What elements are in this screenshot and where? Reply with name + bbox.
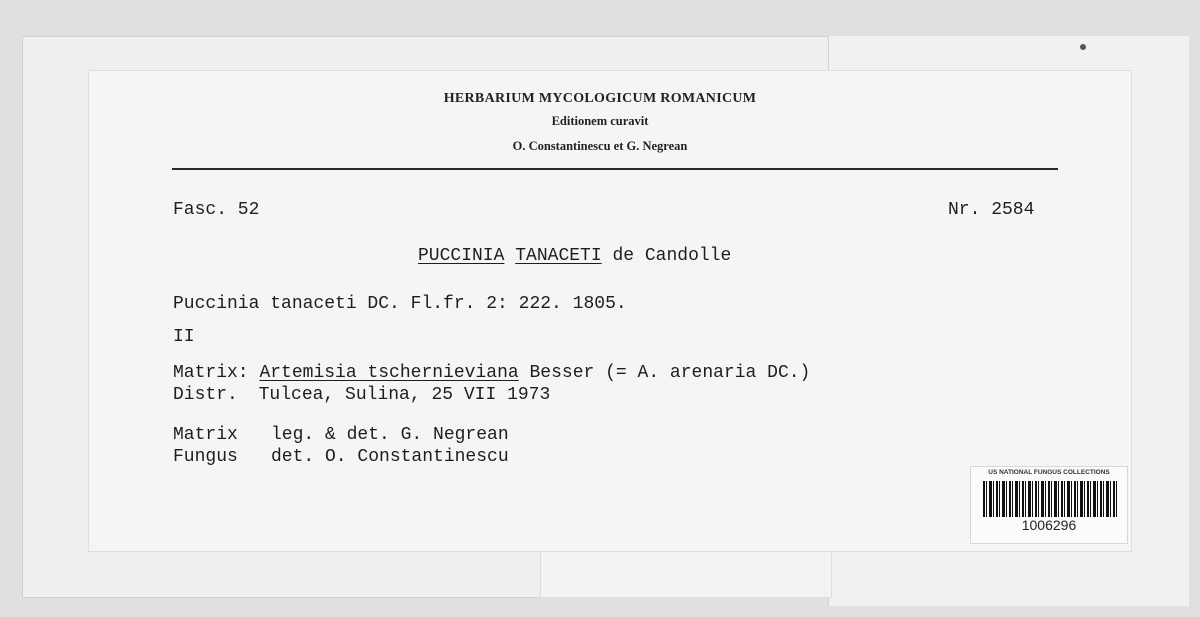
collector-line [173,424,509,446]
matrix-label: Matrix: [173,363,249,383]
barcode-number: 1006296 [1021,517,1077,533]
species-author: de Candolle [612,246,732,266]
distribution-label: Distr. [173,385,238,405]
specimen-number: Nr. 2584 [948,200,1035,220]
species-genus: PUCCINIA [418,246,505,266]
herbarium-editors: O. Constantinescu et G. Negrean [512,139,688,153]
fungus-line [173,446,509,468]
header-divider [172,168,1058,170]
distribution-line [173,384,550,406]
barcode-caption: US NATIONAL FUNGUS COLLECTIONS [988,469,1110,476]
fungus-value: det. O. Constantinescu [271,447,509,467]
pin-mark [1080,44,1086,50]
herbarium-title: HERBARIUM MYCOLOGICUM ROMANICUM [443,91,757,106]
species-epithet: TANACETI [515,246,602,266]
matrix-line [173,362,810,384]
collector-label: Matrix [173,425,238,445]
collector-value: leg. & det. G. Negrean [271,425,509,445]
fungus-label: Fungus [173,447,238,467]
matrix-host: Artemisia tschernieviana [259,363,519,383]
fascicle-number: Fasc. 52 [173,200,260,220]
citation: Puccinia tanaceti DC. Fl.fr. 2: 222. 1805. [173,294,627,314]
barcode-bars [983,481,1117,517]
species-name [418,245,731,267]
herbarium-subtitle: Editionem curavit [551,114,649,128]
spore-stage: II [173,327,195,347]
matrix-rest: Besser (= A. arenaria DC.) [529,363,811,383]
paper-strip [540,548,832,598]
barcode-label [970,466,1128,544]
distribution-value: Tulcea, Sulina, 25 VII 1973 [258,385,551,405]
